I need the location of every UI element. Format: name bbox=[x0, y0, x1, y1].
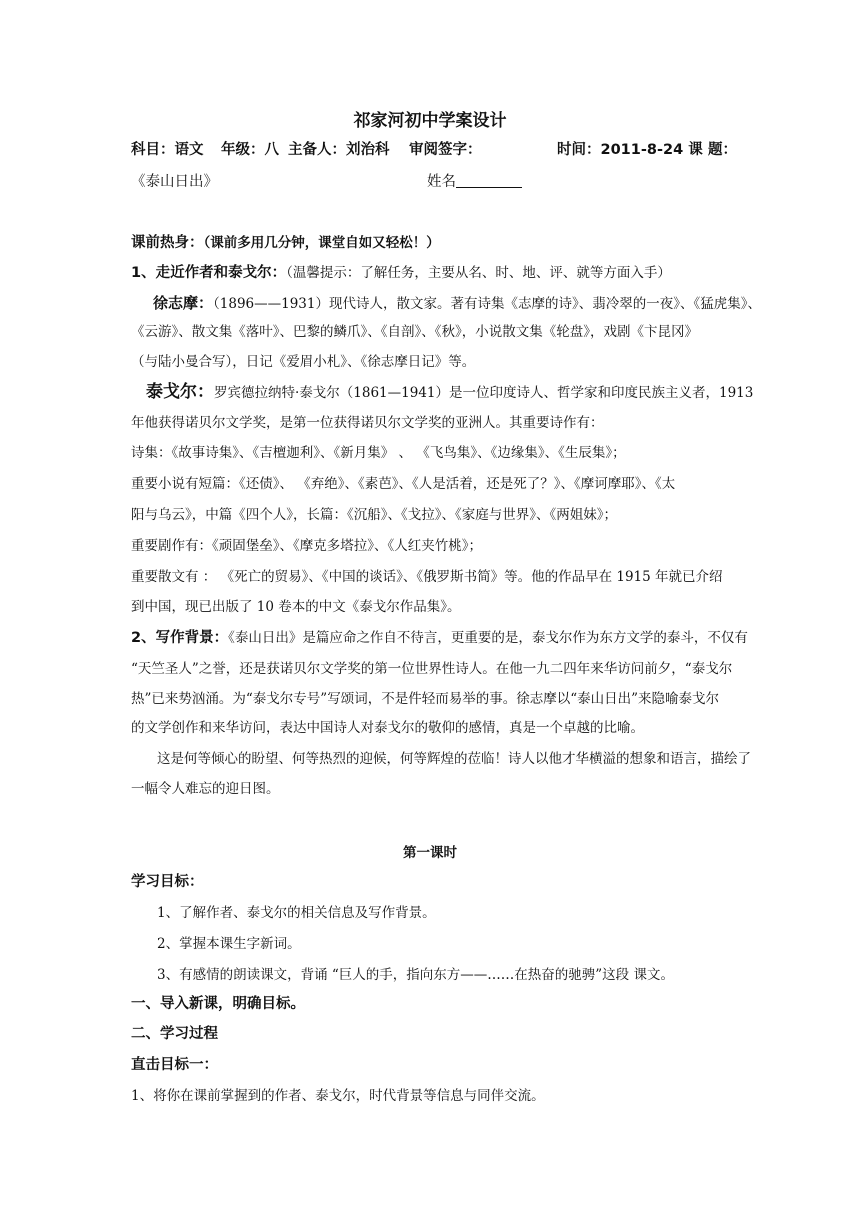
background-line-2: “天竺圣人”之誉，还是获诺贝尔文学奖的第一位世界性诗人。在他一九二四年来华访问前夕，“泰戈尔 bbox=[131, 661, 733, 677]
page-title: 祁家河初中学案设计 bbox=[353, 111, 507, 131]
grade-label: 年级：八 bbox=[221, 142, 279, 158]
step-1-heading: 一、导入新课，明确目标。 bbox=[131, 996, 305, 1012]
tagore-novels-1: 重要小说有短篇：《还债》、 《弃绝》、《素芭》、《人是活着，还是死了？》、《摩诃摩耶》、《太 bbox=[131, 476, 676, 492]
background-para2-line-2: 一幅令人难忘的迎日图。 bbox=[131, 781, 280, 797]
xu-name: 徐志摩： bbox=[153, 294, 214, 312]
tagore-line-1: 泰戈尔：罗宾德拉纳特·泰戈尔（1861—1941）是一位印度诗人、哲学家和印度民族主义者，1913 bbox=[146, 382, 754, 402]
section1-heading: 1、走近作者和泰戈尔： bbox=[131, 265, 287, 281]
warmup-label: 课前热身： bbox=[131, 235, 204, 251]
tagore-novels-2: 阳与乌云》，中篇《四个人》，长篇：《沉船》、《戈拉》、《家庭与世界》、《两姐妹》； bbox=[131, 507, 617, 523]
tagore-line-2: 年他获得诺贝尔文学奖，是第一位获得诺贝尔文学奖的亚洲人。其重要诗作有： bbox=[131, 415, 604, 431]
step-2-heading: 二、学习过程 bbox=[131, 1026, 218, 1042]
xu-line-2: 《云游》、散文集《落叶》、巴黎的鳞爪》、《自剖》、《秋》，小说散文集《轮盘》，戏剧《卞昆冈》 bbox=[131, 324, 698, 340]
name-field[interactable] bbox=[427, 172, 522, 192]
background-line-3: 热”已来势汹涌。为“泰戈尔专号”写颂词，不是件轻而易举的事。徐志摩以“泰山日出”来隐喻泰戈尔 bbox=[131, 691, 720, 707]
target-1-heading: 直击目标一： bbox=[131, 1057, 218, 1073]
lesson-heading: 第一课时 bbox=[403, 845, 457, 861]
time-label: 时间：2011-8-24 课 bbox=[557, 142, 703, 158]
background-para2-line-1: 这是何等倾心的盼望、何等热烈的迎候，何等辉煌的莅临！诗人以他才华横溢的想象和语言，描绘了 bbox=[157, 751, 751, 767]
warmup-line bbox=[131, 233, 440, 253]
tagore-plays: 重要剧作有：《顽固堡垒》、《摩克多塔拉》、《人红夹竹桃》； bbox=[131, 538, 482, 554]
xu-line-3: （与陆小曼合写），日记《爱眉小札》、《徐志摩日记》等。 bbox=[131, 354, 476, 370]
tagore-poetry: 诗集：《故事诗集》、《吉檀迦利》、《新月集》 、 《飞鸟集》、《边缘集》、《生辰集》； bbox=[131, 445, 626, 461]
name-label: 姓名 bbox=[427, 174, 456, 190]
xu-line-1: 徐志摩：（1896——1931）现代诗人，散文家。著有诗集《志摩的诗》、翡冷翠的一夜》、《猛虎集》、 bbox=[153, 294, 761, 312]
background-line-1: 2、写作背景：《泰山日出》是篇应命之作自不待言，更重要的是，泰戈尔作为东方文学的泰斗，不仅有 bbox=[131, 630, 748, 646]
tagore-prose-1: 重要散文有 ： 《死亡的贸易》、《中国的谈话》、《俄罗斯书简》等。他的作品早在 1915 年就已介绍 bbox=[131, 569, 723, 585]
review-signature-label: 审阅签字： bbox=[409, 142, 482, 158]
section2-heading: 2、写作背景： bbox=[131, 630, 229, 646]
section1-heading-line bbox=[131, 263, 671, 283]
goal-2: 2、掌握本课生字新词。 bbox=[157, 936, 301, 952]
preparer-label: 主备人：刘治科 bbox=[288, 142, 390, 158]
topic-label: 题： bbox=[708, 142, 737, 158]
task-1: 1、将你在课前掌握到的作者、泰戈尔，时代背景等信息与同伴交流。 bbox=[131, 1088, 545, 1104]
tagore-prose-2: 到中国，现已出版了 10 卷本的中文《泰戈尔作品集》。 bbox=[131, 599, 461, 615]
goal-1: 1、了解作者、泰戈尔的相关信息及写作背景。 bbox=[157, 905, 436, 921]
name-blank-line bbox=[456, 173, 522, 188]
goals-label: 学习目标： bbox=[131, 874, 204, 890]
section1-tip: （温馨提示：了解任务，主要从名、时、地、评、就等方面入手） bbox=[286, 265, 671, 281]
subject-label: 科目：语文 bbox=[131, 142, 204, 158]
lesson-title: 《泰山日出》 bbox=[131, 174, 218, 190]
background-line-4: 的文学创作和来华访问，表达中国诗人对泰戈尔的敬仰的感情，真是一个卓越的比喻。 bbox=[131, 720, 644, 736]
warmup-slogan: （课前多用几分钟，课堂自如又轻松！） bbox=[203, 235, 440, 251]
tagore-name: 泰戈尔： bbox=[146, 382, 214, 402]
goal-3: 3、有感情的朗读课文，背诵 “巨人的手，指向东方——……在热奋的驰骋”这段 课文。 bbox=[157, 967, 674, 983]
